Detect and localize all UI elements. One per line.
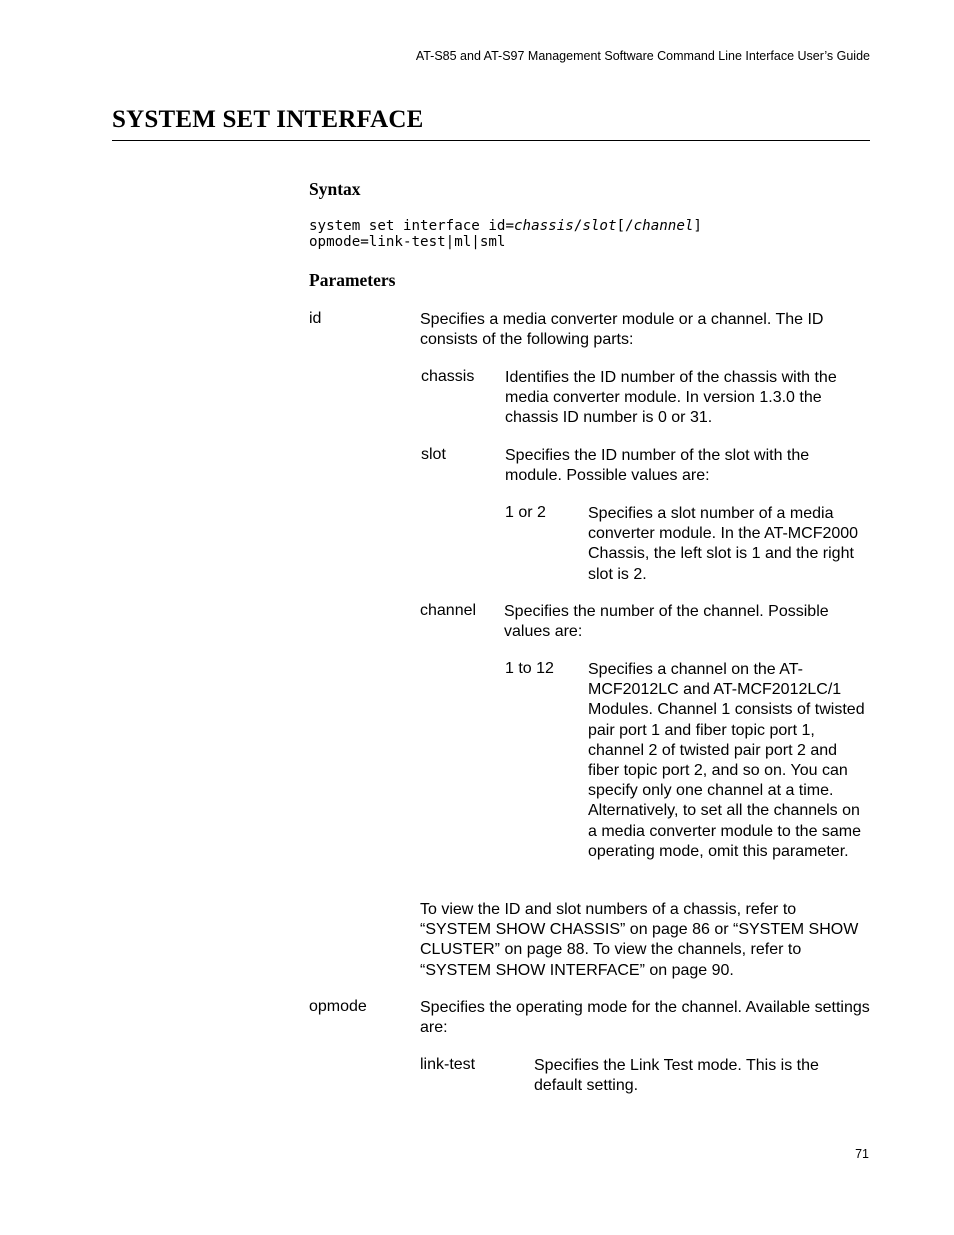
- slot-value-term: 1 or 2: [505, 504, 546, 521]
- param-slot-description: Specifies the ID number of the slot with the module. Possible values are:: [505, 447, 810, 485]
- syntax-chassis-placeholder: chassis: [514, 218, 574, 234]
- slot-value-description: Specifies a slot number of a media converter module. In the AT-MCF2000 Chassis, the left slot is 1 and the right slot is 2.: [588, 505, 859, 583]
- parameters-heading: Parameters: [309, 270, 396, 290]
- param-opmode-description: Specifies the operating mode for the channel. Available settings are:: [420, 999, 870, 1037]
- param-channel-term: channel: [420, 602, 477, 619]
- syntax-heading: Syntax: [309, 179, 361, 199]
- param-id-note: To view the ID and slot numbers of a chassis, refer to “SYSTEM SHOW CHASSIS” on page 86 or “SYSTEM SHOW CLUSTER” on page 88. To view the channels, refer to “SYSTEM SHOW INTERFACE” on page 90.: [420, 901, 859, 979]
- syntax-separator: /: [573, 218, 583, 234]
- param-channel-description: Specifies the number of the channel. Possible values are:: [504, 603, 829, 641]
- syntax-slot-placeholder: slot: [582, 218, 617, 234]
- opmode-link-test-description: Specifies the Link Test mode. This is the default setting.: [534, 1057, 819, 1095]
- syntax-optional-open: [/: [616, 218, 634, 234]
- param-id-description: Specifies a media converter module or a channel. The ID consists of the following parts:: [420, 311, 824, 349]
- param-id-term: id: [309, 310, 322, 327]
- syntax-code-line-1: [309, 218, 702, 234]
- channel-value-term: 1 to 12: [505, 660, 554, 677]
- param-chassis-term: chassis: [421, 368, 475, 385]
- opmode-link-test-term: link-test: [420, 1056, 476, 1073]
- syntax-code-line-2: opmode=link-test|ml|sml: [309, 234, 506, 250]
- title-rule: [112, 140, 870, 141]
- syntax-optional-close: ]: [693, 218, 702, 234]
- syntax-channel-placeholder: channel: [633, 218, 694, 234]
- channel-value-description: Specifies a channel on the AT-MCF2012LC and AT-MCF2012LC/1 Modules. Channel 1 consists of twisted pair port 1 and fiber topic port 1, channel 2 of twisted pair port 2 and fiber topic port 2, and so on. You can specify only one channel at a time. Alternatively, to set all the channels on a media converter module to the same operating mode, omit this parameter.: [588, 661, 865, 860]
- syntax-command: system set interface id=: [309, 218, 514, 234]
- param-chassis-description: Identifies the ID number of the chassis with the media converter module. In version 1.3.0 the chassis ID number is 0 or 31.: [505, 369, 837, 427]
- param-slot-term: slot: [421, 446, 446, 463]
- page-number: 71: [855, 1147, 869, 1161]
- param-opmode-term: opmode: [309, 998, 367, 1015]
- page-title: SYSTEM SET INTERFACE: [112, 106, 424, 133]
- running-header: AT-S85 and AT-S97 Management Software Command Line Interface User’s Guide: [415, 49, 870, 63]
